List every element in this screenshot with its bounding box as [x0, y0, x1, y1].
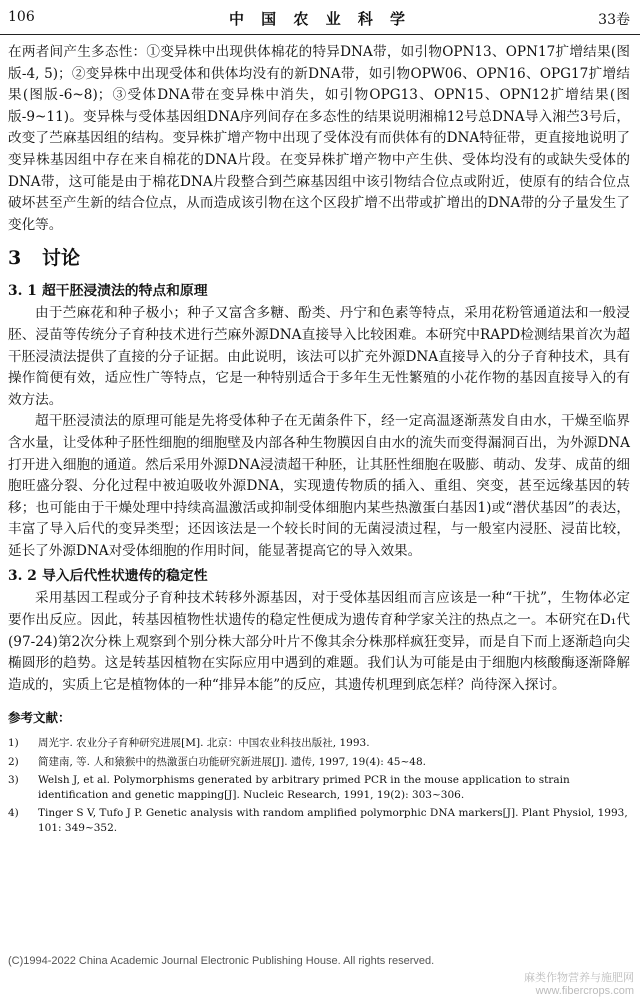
- paragraph: 超干胚浸渍法的原理可能是先将受体种子在无菌条件下，经一定高温逐渐蒸发自由水，干燥至临界含水量，让受体种子胚性细胞的细胞壁及内部各种生物膜因自由水的流失而变得漏洞百出，为外源DNA打开进入细胞的通道。然后采用外源DNA浸渍超干种胚，让其胚性细胞在吸膨、萌动、发芽、成苗的细胞旺盛分裂、分化过程中被迫吸收外源DNA，实现遗传物质的插入、重组、突变，甚至远缘基因的转移；也可能由于干燥处理中持续高温激活或抑制受体细胞内某些热激蛋白基因1)或“潜伏基因”的表达，丰富了导入后代的变异类型；还因该法是一个较长时间的无菌浸渍过程，与一般室内浸胚、浸苗比较，延长了外源DNA对受体细胞的作用时间，能显著提高它的导入效果。: [8, 413, 630, 559]
- reference-item: [8, 755, 630, 770]
- page-number: 106: [8, 9, 35, 25]
- subsection-number: 3. 1: [8, 283, 37, 300]
- reference-number: 1): [8, 737, 19, 750]
- subsection-title: 超干胚浸渍法的特点和原理: [42, 283, 208, 300]
- paragraph: 采用基因工程或分子育种技术转移外源基因，对于受体基因组而言应该是一种“干扰”，生物体必定要作出反应。因此，转基因植物性状遗传的稳定性便成为遗传育种学家关注的热点之一。本研究在D₁代(97-24)第2次分株上观察到个别分株大部分叶片不像其余分株那样疯狂变异，而是自下而上逐渐趋向尖椭圆形的趋势。这是转基因植物在实际应用中遇到的难题。我们认为可能是由于细胞内核酸酶逐渐降解造成的，实质上它是植物体的一种“排异本能”的反应，其遗传机理到底怎样？尚待深入探讨。: [8, 590, 630, 693]
- reference-number: 2): [8, 755, 19, 768]
- reference-text: Welsh J, et al. Polymorphisms generated by arbitrary primed PCR in the mouse application to strain identification and genetic mapping[J]. Nucleic Research, 1991, 19(2): 303~306.: [38, 774, 570, 801]
- section-title: 讨论: [42, 247, 81, 270]
- journal-title: 中 国 农 业 科 学: [228, 10, 412, 28]
- volume-label: 33卷: [598, 12, 630, 28]
- subsection-title: 导入后代性状遗传的稳定性: [42, 568, 208, 585]
- section-number: 3: [8, 247, 22, 270]
- watermark-url: www.fibercrops.com: [535, 985, 634, 997]
- subsection-heading-1: [8, 280, 630, 302]
- reference-number: 4): [8, 807, 19, 820]
- reference-item: [8, 806, 630, 835]
- subsection-number: 3. 2: [8, 568, 37, 585]
- copyright-footer: (C)1994-2022 China Academic Journal Electronic Publishing House. All rights reserved.: [8, 955, 435, 967]
- watermark-site-name: 麻类作物营养与施肥网: [524, 972, 634, 984]
- article-body: [8, 42, 630, 839]
- reference-text: 周光宇. 农业分子育种研究进展[M]. 北京：中国农业科技出版社, 1993.: [38, 737, 370, 750]
- reference-item: [8, 736, 630, 751]
- references-title: 参考文献：: [8, 710, 71, 726]
- reference-number: 3): [8, 774, 19, 787]
- paragraph: 由于苎麻花和种子极小；种子又富含多糖、酚类、丹宁和色素等特点，采用花粉管通道法和一般浸胚、浸苗等传统分子育种技术进行苎麻外源DNA直接导入比较困难。本研究中RAPD检测结果首次为超干胚浸渍法提供了直接的分子证据。由此说明，该法可以扩充外源DNA直接导入的分子育种技术，具有操作简便有效，适应性广等特点，它是一种特别适合于多年生无性繁殖的小花作物的基因直接导入的有效方法。: [8, 305, 630, 408]
- reference-text: 简建南, 等. 人和猿猴中的热激蛋白功能研究新进展[J]. 遗传, 1997, 19(4): 45~48.: [38, 755, 426, 768]
- intro-paragraph: 在两者间产生多态性：①变异株中出现供体棉花的特异DNA带，如引物OPN13、OPN17扩增结果(图版-4, 5)；②变异株中出现受体和供体均没有的新DNA带，如引物OPW06、OPN16、OPG17扩增结果(图版-6~8)；③受体DNA带在变异株中消失，如引物OPG13、OPN15、OPN12扩增结果(图版-9~11)。变异株与受体基因组DNA序列间存在多态性的结果说明湘棉12号总DNA导入湘苎3号后，改变了苎麻基因组的结构。变异株扩增产物中出现了受体没有而供体有的DNA特征带，更直接地说明了变异株基因组中存在来自棉花的DNA片段。在变异株扩增产物中产生供、受体均没有的或缺失受体的DNA带，这可能是由于棉花DNA片段整合到苎麻基因组中该引物结合位点或附近，使原有的结合位点破坏甚至产生新的结合位点，从而造成该引物在这个区段扩增不出带或扩增出的DNA带的分子量发生了变化等。: [8, 44, 630, 233]
- subsection-heading-2: [8, 565, 630, 587]
- reference-text: Tinger S V, Tufo J P. Genetic analysis with random amplified polymorphic DNA markers[J]. Plant Physiol, 1993, 101: 349~352.: [38, 807, 628, 834]
- page-header: [0, 0, 640, 35]
- reference-item: [8, 773, 630, 802]
- watermark: [524, 972, 634, 998]
- reference-list: [8, 736, 630, 835]
- section-heading: [8, 245, 630, 271]
